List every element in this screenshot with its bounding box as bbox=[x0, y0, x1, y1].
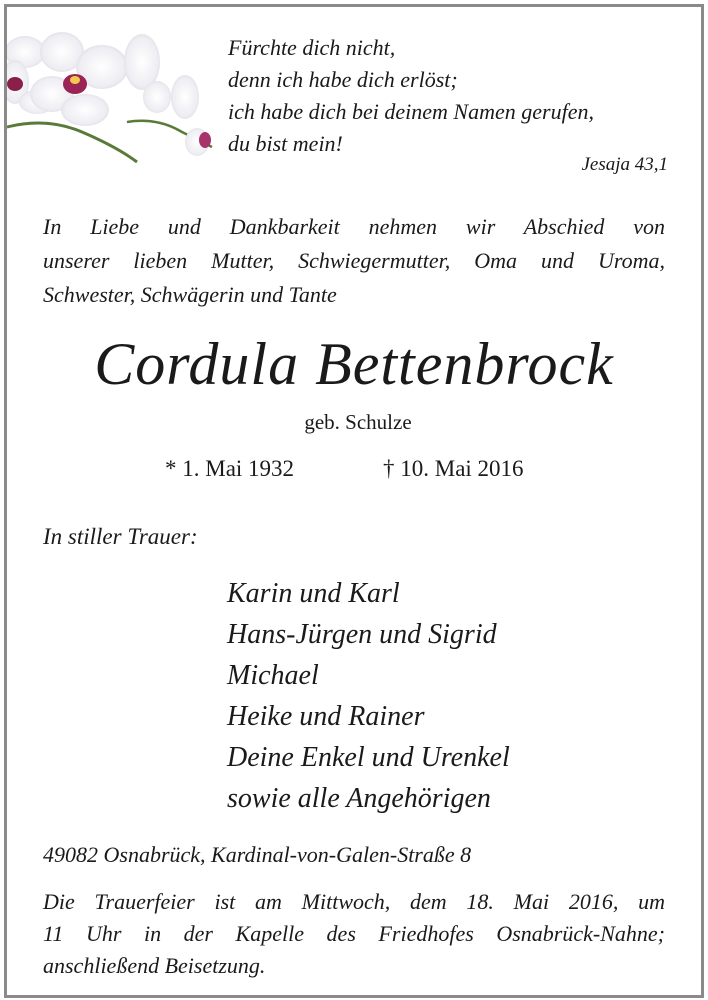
funeral-details bbox=[43, 886, 665, 982]
funeral-line: anschließend Beisetzung. bbox=[43, 953, 266, 978]
intro-line: Schwester, Schwägerin und Tante bbox=[43, 282, 337, 307]
mourners-list bbox=[227, 573, 510, 819]
funeral-line: Die Trauerfeier ist am Mittwoch, dem 18. Mai 2016, um bbox=[43, 889, 665, 914]
mourner-name: sowie alle Angehörigen bbox=[227, 783, 491, 814]
verse-line: Fürchte dich nicht, bbox=[228, 35, 396, 60]
orchid-flowers-image bbox=[7, 22, 222, 172]
mourner-name: Karin und Karl bbox=[227, 578, 400, 609]
death-date: † 10. Mai 2016 bbox=[383, 456, 524, 481]
mourner-name: Michael bbox=[227, 660, 319, 691]
deceased-name: Cordula Bettenbrock bbox=[94, 331, 614, 397]
mourner-name: Deine Enkel und Urenkel bbox=[227, 742, 510, 773]
bible-verse bbox=[228, 32, 668, 160]
family-address: 49082 Osnabrück, Kardinal-von-Galen-Straße 8 bbox=[43, 842, 472, 867]
mourner-name: Heike und Rainer bbox=[227, 701, 425, 732]
birth-date: * 1. Mai 1932 bbox=[165, 456, 295, 481]
mourner-name: Hans-Jürgen und Sigrid bbox=[227, 619, 497, 650]
funeral-line: 11 Uhr in der Kapelle des Friedhofes Osnabrück-Nahne; bbox=[43, 921, 665, 946]
maiden-name: geb. Schulze bbox=[304, 410, 412, 434]
intro-line: unserer lieben Mutter, Schwiegermutter, Oma und Uroma, bbox=[43, 248, 665, 273]
verse-line: denn ich habe dich erlöst; bbox=[228, 67, 458, 92]
verse-line: du bist mein! bbox=[228, 131, 343, 156]
verse-line: ich habe dich bei deinem Namen gerufen, bbox=[228, 99, 594, 124]
farewell-intro bbox=[43, 210, 665, 312]
intro-line: In Liebe und Dankbarkeit nehmen wir Abschied von bbox=[43, 214, 665, 239]
mourners-heading: In stiller Trauer: bbox=[43, 524, 198, 549]
verse-reference: Jesaja 43,1 bbox=[581, 154, 668, 175]
